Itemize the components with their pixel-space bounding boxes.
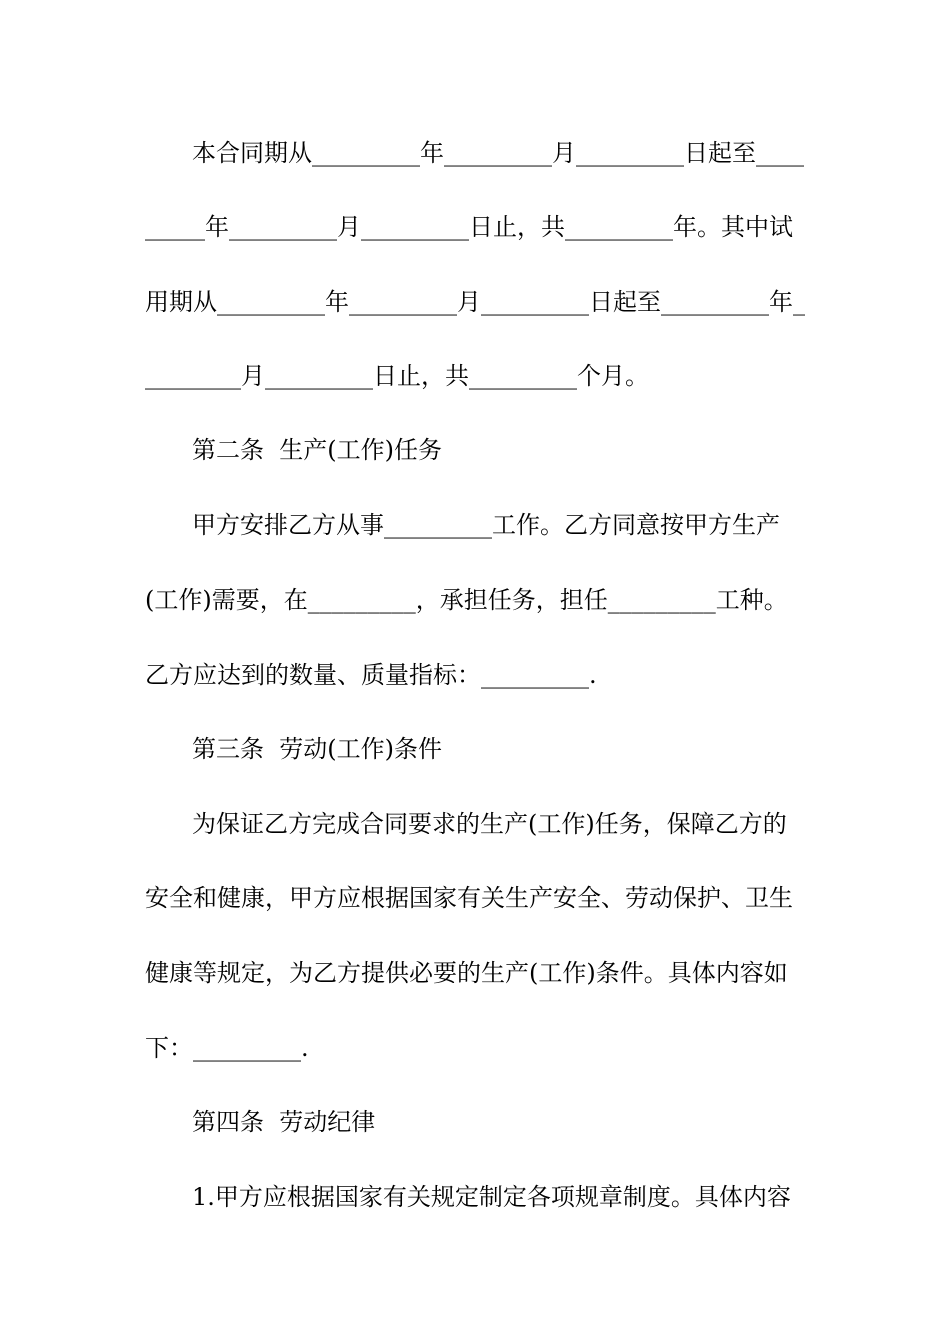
article-3-heading: 第三条 劳动(工作)条件 — [192, 735, 442, 763]
article-4-item-1-line-1: 1.甲方应根据国家有关规定制定各项规章制度。具体内容 — [192, 1183, 791, 1211]
contract-period-line-2: _____年_________月_________日止，共_________年。其中试 — [145, 213, 793, 241]
article-4-heading: 第四条 劳动纪律 — [192, 1108, 376, 1136]
article-2-paragraph-line-2: (工作)需要，在_________，承担任务，担任_________工种。 — [145, 586, 788, 614]
article-2-paragraph-line-3: 乙方应达到的数量、质量指标：_________. — [145, 661, 597, 689]
article-3-paragraph-line-3: 健康等规定，为乙方提供必要的生产(工作)条件。具体内容如 — [145, 959, 788, 987]
article-3-paragraph-line-1: 为保证乙方完成合同要求的生产(工作)任务，保障乙方的 — [192, 810, 787, 838]
contract-period-line-4: ________月_________日止，共_________个月。 — [145, 362, 649, 390]
article-3-paragraph-line-4: 下：_________. — [145, 1034, 309, 1062]
article-2-paragraph-line-1: 甲方安排乙方从事_________工作。乙方同意按甲方生产 — [192, 511, 780, 539]
article-2-heading: 第二条 生产(工作)任务 — [192, 436, 442, 464]
contract-period-line-3: 用期从_________年_________月_________日起至_________年_ — [145, 288, 805, 316]
article-3-paragraph-line-2: 安全和健康，甲方应根据国家有关生产安全、劳动保护、卫生 — [145, 884, 793, 912]
contract-period-line-1: 本合同期从_________年_________月_________日起至____ — [192, 139, 804, 167]
